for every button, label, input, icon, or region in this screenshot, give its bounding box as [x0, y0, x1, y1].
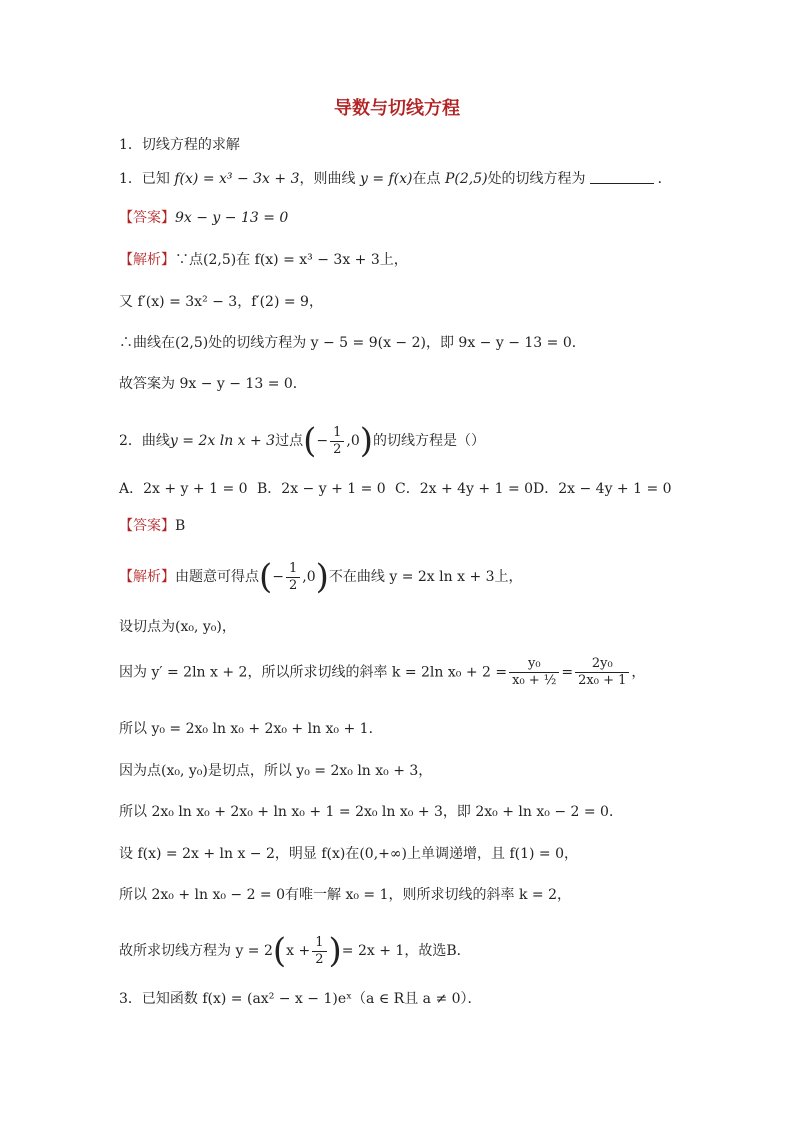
solution-1-line-1: 【解析】∵点(2,5)在 f(x) = x³ − 3x + 3上， — [119, 252, 408, 268]
page-title: 导数与切线方程 — [334, 98, 460, 119]
option-d: D．2x − 4y + 1 = 0 — [533, 481, 672, 497]
solution-2-line-2: 设切点为(x₀, y₀)， — [119, 619, 236, 635]
option-c: C．2x + 4y + 1 = 0 — [395, 481, 534, 497]
solution-2-line-4: 所以 y₀ = 2x₀ ln x₀ + 2x₀ + ln x₀ + 1． — [119, 721, 383, 737]
fraction-slope-1: $\frac{\text{y₀}}{\text{x₀ + ½}}$ — [509, 656, 559, 689]
solution-2-line-3: 因为 y′ = 2ln x + 2，所以所求切线的斜率 k = 2ln x₀ + 2 = $\frac{\text{y₀}}{\text{x₀ + ½}}$ = $\frac{\text{2y₀}}{\text{2x₀ + 1}}$ ， — [119, 656, 646, 688]
solution-2-line-8: 所以 2x₀ + ln x₀ − 2 = 0有唯一解 x₀ = 1，则所求切线的斜率 k = 2， — [119, 887, 571, 903]
solution-1-line-4: 故答案为 9x − y − 13 = 0． — [119, 376, 307, 392]
solution-2-line-6: 所以 2x₀ ln x₀ + 2x₀ + ln x₀ + 1 = 2x₀ ln x₀ + 3，即 2x₀ + ln x₀ − 2 = 0． — [119, 804, 623, 820]
question-2-options — [119, 478, 734, 500]
answer-blank — [590, 169, 654, 184]
option-a: A．2x + y + 1 = 0 — [119, 481, 248, 497]
question-2: 2．曲线y = 2x ln x + 3过点(− $\frac{1}{2}$ ,0)的切线方程是（） — [119, 421, 485, 461]
solution-1-line-3: ∴曲线在(2,5)处的切线方程为 y − 5 = 9(x − 2)，即 9x − y − 13 = 0． — [119, 335, 586, 351]
question-3: 3．已知函数 f(x) = (ax² − x − 1)eˣ（a ∈ R且 a ≠ 0）． — [119, 991, 482, 1007]
solution-2-line-7: 设 f(x) = 2x + ln x − 2，明显 f(x)在(0,+∞)上单调递增，且 f(1) = 0， — [119, 846, 579, 862]
fraction-half: $\frac{1}{2}$ — [286, 561, 300, 594]
solution-2-line-1: 【解析】由题意可得点(− $\frac{1}{2}$ ,0)不在曲线 y = 2x ln x + 3上， — [119, 557, 523, 597]
solution-2-line-9: 故所求切线方程为 y = 2(x + $\frac{1}{2}$ )= 2x + 1，故选B． — [119, 931, 471, 971]
answer-1: 【答案】9x − y − 13 = 0 — [119, 210, 289, 226]
solution-1-line-2: 又 f′(x) = 3x² − 3，f′(2) = 9， — [119, 294, 323, 310]
option-b: B．2x − y + 1 = 0 — [257, 481, 386, 497]
answer-2: 【答案】B — [119, 518, 186, 534]
fraction-slope-2: $\frac{\text{2y₀}}{\text{2x₀ + 1}}$ — [575, 656, 629, 689]
question-1: 1．已知 f(x) = x³ − 3x + 3，则曲线 y = f(x)在点 P(2,5)处的切线方程为 ． — [119, 171, 672, 187]
fraction-half-final: $\frac{1}{2}$ — [312, 935, 326, 968]
fraction-half: $\frac{1}{2}$ — [330, 425, 344, 458]
section-heading: 1．切线方程的求解 — [119, 137, 240, 153]
solution-2-line-5: 因为点(x₀, y₀)是切点，所以 y₀ = 2x₀ ln x₀ + 3， — [119, 763, 433, 779]
